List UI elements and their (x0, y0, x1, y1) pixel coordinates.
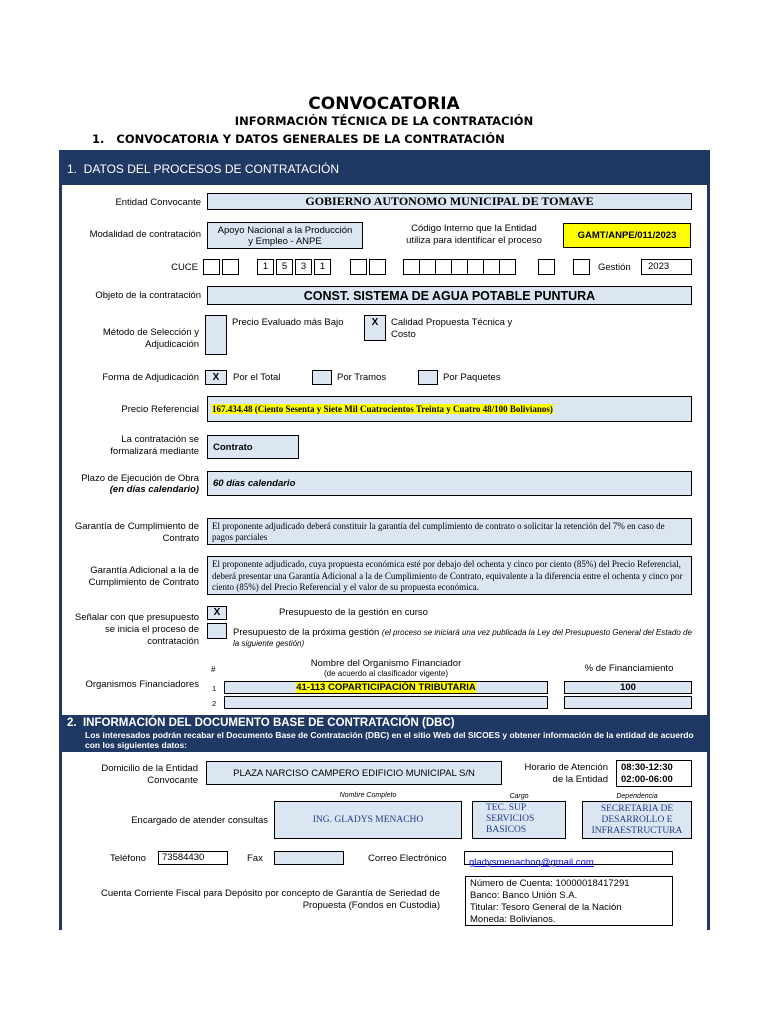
forma-option-paquetes: Por Paquetes (443, 372, 501, 383)
col-cargo: Cargo (509, 793, 529, 800)
page-subtitle: INFORMACIÓN TÉCNICA DE LA CONTRATACIÓN (234, 114, 534, 128)
cuce-box (403, 259, 420, 275)
plazo-sublabel: (en días calendario) (109, 484, 199, 495)
presupuesto-checkbox-1[interactable]: X (207, 606, 227, 620)
encargado-dependencia: SECRETARIA DE DESARROLLO E INFRAESTRUCTURA (582, 801, 692, 839)
domicilio-label: Domicilio de la Entidad Convocante (101, 763, 198, 786)
forma-option-total: Por el Total (233, 372, 281, 383)
col-nombre: Nombre Completo (339, 792, 397, 799)
cuce-label: CUCE (171, 262, 198, 273)
cuce-digit: 5 (276, 259, 293, 275)
presupuesto-option-2-note: (el proceso se iniciará una vez publicada la Ley del Presupuesto General del Estado de la siguiente gestión) (233, 628, 692, 648)
forma-checkbox-tramos[interactable] (312, 370, 332, 385)
org-row-name-text: 41-113 COPARTICIPACIÓN TRIBUTARIA (296, 682, 476, 693)
presupuesto-option-1: Presupuesto de la gestión en curso (279, 607, 428, 618)
correo-link[interactable]: gladysmenachoq@gmail.com (469, 857, 594, 868)
presupuesto-checkbox-2[interactable] (207, 623, 227, 639)
codigo-label: Código Interno que la Entidad utiliza para identificar el proceso (406, 223, 542, 246)
cuce-box (419, 259, 436, 275)
modalidad-label: Modalidad de contratación (89, 229, 201, 240)
organismos-label: Organismos Financiadores (85, 679, 199, 690)
cuenta-moneda: Moneda: Bolivianos. (470, 914, 556, 925)
objeto-field: CONST. SISTEMA DE AGUA POTABLE PUNTURA (207, 286, 692, 305)
cuce-box (350, 259, 367, 275)
fax-field (274, 851, 344, 865)
horario-afternoon: 02:00-06:00 (621, 774, 673, 785)
cuce-digit: 1 (257, 259, 274, 275)
section2-bar-subtitle: Los interesados podrán recabar el Documento Base de Contratación (DBC) en el sitio Web del SICOES y obtener información de la entidad de acuerdo con los siguientes datos: (85, 730, 694, 750)
entidad-label: Entidad Convocante (115, 197, 201, 208)
horario-morning: 08:30-12:30 (621, 762, 673, 773)
forma-checkbox-paquetes[interactable] (418, 370, 438, 385)
plazo-field: 60 días calendario (207, 471, 692, 496)
cuce-box (499, 259, 516, 275)
adicional-label: Garantía Adicional a la de Cumplimiento de Contrato (88, 565, 199, 588)
cuenta-titular: Titular: Tesoro General de la Nación (470, 902, 622, 913)
cuenta-label: Cuenta Corriente Fiscal para Depósito por concepto de Garantía de Seriedad de Propuesta (Fondos en Custodia) (100, 888, 440, 911)
forma-label: Forma de Adjudicación (102, 372, 199, 383)
frame-left-2 (59, 752, 62, 930)
metodo-option-1: Precio Evaluado más Bajo (232, 317, 344, 328)
metodo-checkbox-1[interactable] (205, 315, 227, 355)
precio-label: Precio Referencial (121, 404, 199, 415)
garantia-label: Garantía de Cumplimiento de Contrato (74, 521, 199, 544)
org-col-name-sub: (de acuerdo al clasificador vigente) (323, 669, 449, 678)
section2-bar (59, 715, 710, 752)
garantia-field: El proponente adjudicado deberá constituir la garantía del cumplimiento de contrato o solicitar la retención del 7% en caso de pagos parciales (207, 518, 692, 545)
col-dependencia: Dependencia (616, 793, 658, 800)
fax-label: Fax (247, 853, 263, 864)
adicional-field: El proponente adjudicado, cuya propuesta económica esté por debajo del ochenta y cinco por ciento (85%) del Precio Referencial, deberá presentar una Garantía Adicional a la de Cumplimiento de Contrato, equivalente a la diferencia entre el ochenta y cinco por ciento (85%) del Precio Referencial y el valor de su propuesta económica. (207, 556, 692, 595)
org-row-num: 1 (212, 684, 217, 693)
metodo-label: Método de Selección y Adjudicación (102, 327, 199, 350)
section2-bar-title: 2. INFORMACIÓN DEL DOCUMENTO BASE DE CONTRATACIÓN (DBC) (67, 717, 455, 729)
metodo-option-2: Calidad Propuesta Técnica y Costo (391, 317, 513, 340)
org-col-pct: % de Financiamiento (584, 663, 674, 674)
objeto-label: Objeto de la contratación (95, 290, 201, 301)
encargado-label: Encargado de atender consultas (131, 815, 268, 826)
cuenta-field (465, 876, 673, 926)
codigo-field: GAMT/ANPE/011/2023 (563, 223, 691, 248)
frame-right-2 (707, 752, 710, 930)
metodo-checkbox-2[interactable]: X (364, 315, 386, 341)
plazo-label: Plazo de Ejecución de Obra (81, 473, 199, 484)
cuce-box (222, 259, 239, 275)
horario-field (616, 760, 692, 787)
cuce-digit: 1 (314, 259, 331, 275)
frame-right (707, 185, 710, 715)
domicilio-field: PLAZA NARCISO CAMPERO EDIFICIO MUNICIPAL S/N (206, 761, 502, 785)
cuce-box (483, 259, 500, 275)
forma-option-tramos: Por Tramos (337, 372, 387, 383)
cuce-box (467, 259, 484, 275)
gestion-label: Gestión (598, 262, 631, 273)
telefono-field: 73584430 (158, 851, 228, 865)
precio-value: 167.434.48 (Ciento Sesenta y Siete Mil Cuatrocientos Treinta y Cuatro 48/100 Bolivianos) (212, 404, 553, 414)
frame-left (59, 185, 62, 715)
org-row-num: 2 (212, 699, 217, 708)
page-title: CONVOCATORIA (308, 94, 460, 114)
encargado-cargo: TEC. SUP SERVICIOS BASICOS (472, 801, 566, 839)
org-row-name (224, 696, 548, 709)
modalidad-field: Apoyo Nacional a la Producción y Empleo - ANPE (207, 222, 363, 249)
entidad-field: GOBIERNO AUTONOMO MUNICIPAL DE TOMAVE (207, 193, 692, 210)
telefono-label: Teléfono (110, 853, 146, 864)
correo-field[interactable] (464, 851, 673, 868)
horario-label: Horario de Atención de la Entidad (524, 762, 608, 785)
cuce-box (369, 259, 386, 275)
cuce-digit: 3 (295, 259, 312, 275)
encargado-nombre: ING. GLADYS MENACHO (274, 801, 462, 839)
cuenta-numero: Número de Cuenta: 10000018417291 (470, 878, 630, 889)
org-row-name (224, 681, 548, 694)
cuce-box (451, 259, 468, 275)
cuenta-banco: Banco: Banco Unión S.A. (470, 890, 578, 901)
org-row-pct (564, 696, 692, 709)
org-row-pct: 100 (564, 681, 692, 694)
org-col-name: Nombre del Organismo Financiador (310, 658, 462, 669)
presupuesto-option-2-label: Presupuesto de la próxima gestión (233, 627, 380, 638)
forma-checkbox-total[interactable]: X (205, 370, 227, 385)
cuce-box (538, 259, 555, 275)
cuce-box (435, 259, 452, 275)
section1-bar-title: 1. DATOS DEL PROCESOS DE CONTRATACIÓN (67, 162, 340, 176)
cuce-box (573, 259, 590, 275)
gestion-field: 2023 (641, 259, 692, 275)
org-col-num: # (211, 665, 216, 674)
precio-field (207, 396, 692, 422)
formaliza-label: La contratación se formalizará mediante (110, 434, 199, 457)
formaliza-field: Contrato (207, 435, 299, 459)
correo-label: Correo Electrónico (368, 853, 447, 864)
section1-bar (59, 150, 710, 185)
presupuesto-option-2 (233, 627, 693, 649)
cuce-box (203, 259, 220, 275)
section-heading: 1. CONVOCATORIA Y DATOS GENERALES DE LA CONTRATACIÓN (92, 132, 505, 146)
presupuesto-label: Señalar con que presupuesto se inicia el proceso de contratación (74, 612, 199, 647)
